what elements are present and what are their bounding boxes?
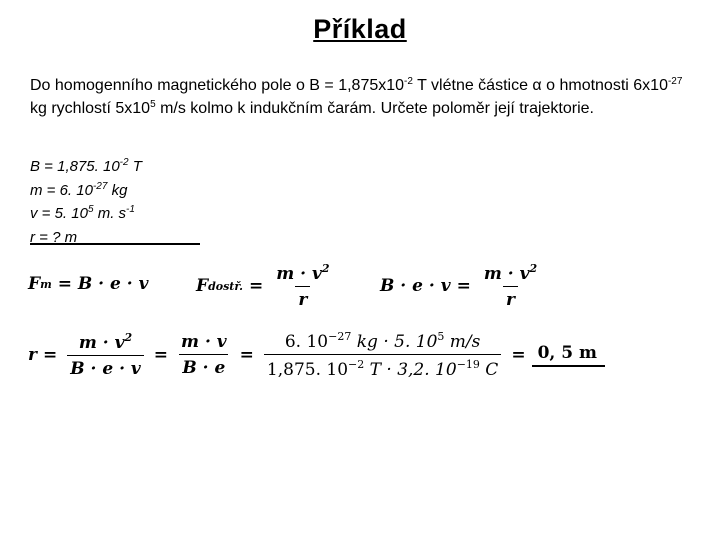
magnetic-force-equation: F m = B · e · v <box>28 274 149 294</box>
force-balance-equation: B · e · v = $\frac{m \cdot v^2}{r}$ <box>380 262 544 310</box>
result-value: 0, 5 m <box>532 343 605 367</box>
given-b: B = 1,875. $10^{-2}$ T <box>30 157 142 175</box>
fraction-mv2-r-2: $\frac{m \cdot v^2}{r}$ <box>483 262 538 310</box>
centripetal-force-equation: F dostř. = $\frac{m \cdot v^2}{r}$ <box>196 262 337 310</box>
given-m: m = 6. $10^{-27}$ kg <box>30 180 128 199</box>
fraction-numeric: $\frac{6. 10^{-27} kg \cdot 5. 10^5 m/s}{1,875. 10^{-2} T \cdot 3,2. 10^{-19} C}$ <box>264 330 501 380</box>
fraction-mv2-r: $\frac{m \cdot v^2}{r}$ <box>276 262 330 310</box>
fraction-step-1: $\frac{m \cdot v^2}{B \cdot e \cdot v}$ <box>67 331 144 379</box>
given-v: v = 5. $10^5$ m. $s^{-1}$ <box>30 204 135 222</box>
given-divider <box>30 243 200 245</box>
radius-calculation: r = $\frac{m \cdot v^2}{B \cdot e \cdot v}$ = $\frac{m \cdot v}{B \cdot e}$ = $\frac{6. 10^{-27} kg \cdot 5. 10^5 m/s}{1,875. 10^{-2} T \cdot 3,2. 10^{-19} C}$ = 0, 5 m <box>28 330 605 380</box>
page-title: Příklad <box>313 14 407 44</box>
fraction-step-2: $\frac{m \cdot v}{B \cdot e}$ <box>181 332 227 378</box>
given-values <box>30 155 142 249</box>
given-r: r = ? m <box>30 228 78 246</box>
problem-statement: Do homogenního magnetického pole o $B = 1,875x10^{-2}$ T vlétne částice α o hmotnosti $6x10^{-27}$ kg rychlostí $5x10^5$ m/s kolmo k indukčním čarám. Určete poloměr její trajektorie. <box>30 76 683 117</box>
